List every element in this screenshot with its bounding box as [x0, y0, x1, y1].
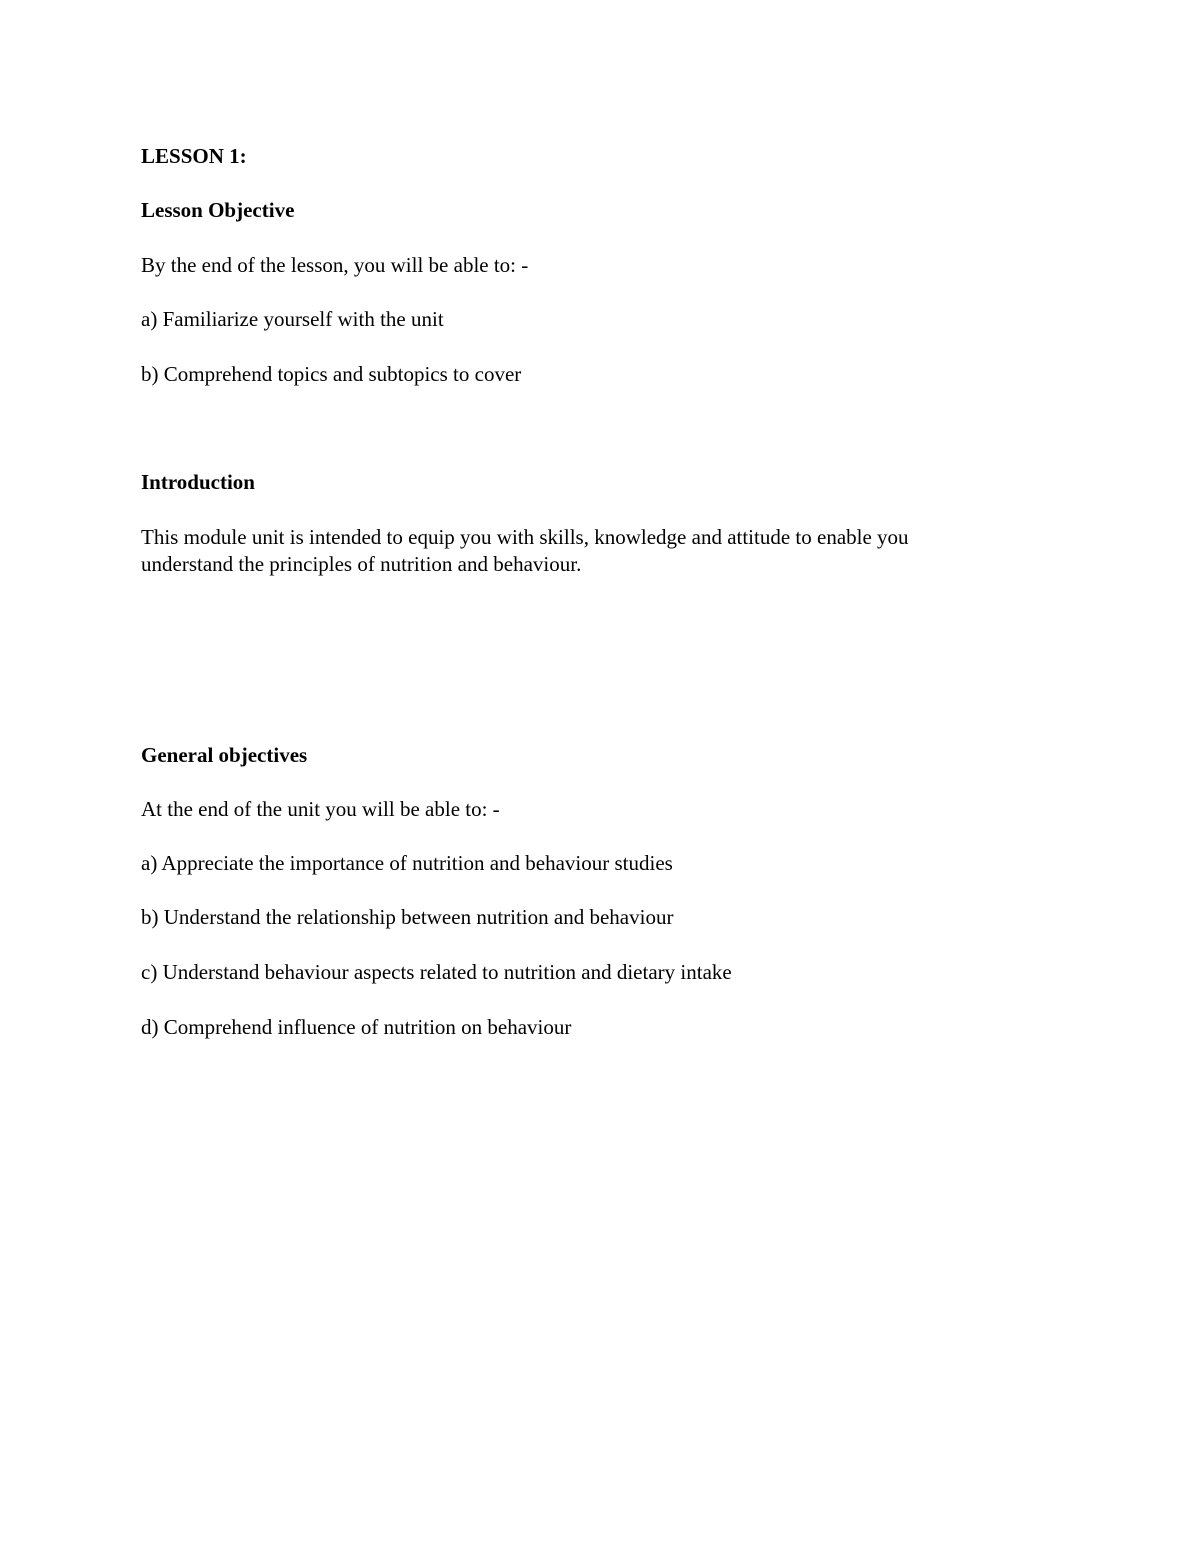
- introduction-text-line-1: This module unit is intended to equip you with skills, knowledge and attitude to enable you: [141, 525, 909, 549]
- general-objective-item: c) Understand behaviour aspects related to nutrition and dietary intake: [141, 960, 732, 984]
- lesson-objective-heading: Lesson Objective: [141, 198, 295, 222]
- general-objective-item: a) Appreciate the importance of nutrition and behaviour studies: [141, 851, 673, 875]
- general-objective-item: b) Understand the relationship between nutrition and behaviour: [141, 905, 674, 929]
- lesson-objective-intro: By the end of the lesson, you will be able to: -: [141, 253, 529, 277]
- introduction-heading: Introduction: [141, 470, 255, 494]
- general-objectives-intro: At the end of the unit you will be able to: -: [141, 797, 500, 821]
- general-objectives-heading: General objectives: [141, 743, 308, 767]
- lesson-objective-item: a) Familiarize yourself with the unit: [141, 307, 444, 331]
- lesson-title: LESSON 1:: [141, 144, 247, 168]
- lesson-objective-item: b) Comprehend topics and subtopics to cover: [141, 362, 522, 386]
- general-objective-item: d) Comprehend influence of nutrition on behaviour: [141, 1015, 572, 1039]
- introduction-text-line-2: understand the principles of nutrition and behaviour.: [141, 552, 582, 576]
